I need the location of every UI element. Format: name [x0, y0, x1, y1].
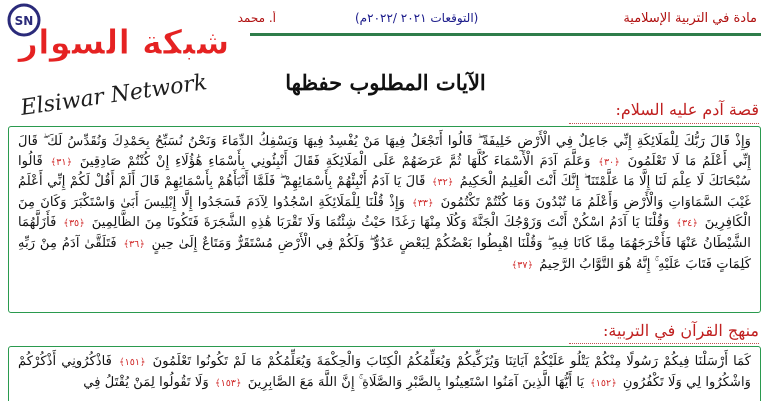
header-teacher: أ. محمد: [237, 11, 276, 25]
section-underline-quran-method: [569, 343, 759, 345]
verse-number: ﴿١٥٢﴾: [590, 377, 617, 389]
verse-text: قَالُوا سُبْحَانَكَ لَا عِلْمَ لَنَا إِلَّا مَا عَلَّمْتَنَا ۖ إِنَّكَ أَنْتَ الْعَلِيمُ الْحَكِيمُ: [18, 153, 751, 190]
verse-number: ﴿٣٥﴾: [63, 218, 85, 230]
verse-text: كَمَا أَرْسَلْنَا فِيكُمْ رَسُولًا مِنْكُمْ يَتْلُو عَلَيْكُمْ آيَاتِنَا وَيُزَكِّيكُمْ وَيُعَلِّمُكُمُ الْكِتَابَ وَالْحِكْمَةَ وَيُعَلِّمُكُمْ مَا لَمْ تَكُونُوا تَعْلَمُونَ: [152, 354, 751, 369]
verse-text: فَأَزَلَّهُمَا الشَّيْطَانُ عَنْهَا فَأَخْرَجَهُمَا مِمَّا كَانَا فِيهِ ۖ وَقُلْنَا اهْبِطُوا بَعْضُكُمْ لِبَعْضٍ عَدُوٌّ ۖ وَلَكُمْ فِي الْأَرْضِ مُسْتَقَرٌّ وَمَتَاعٌ إِلَىٰ حِينٍ: [18, 215, 751, 251]
logo-latin: Elsiwar Network: [19, 70, 209, 121]
verse-number: ﴿٣٣﴾: [412, 197, 434, 209]
verse-text: يَا أَيُّهَا الَّذِينَ آمَنُوا اسْتَعِينُوا بِالصَّبْرِ وَالصَّلَاةِ ۚ إِنَّ اللَّهَ مَعَ الصَّابِرِينَ: [247, 374, 585, 390]
verse-text: قَالَ يَا آدَمُ أَنْبِئْهُمْ بِأَسْمَائِهِمْ ۖ فَلَمَّا أَنْبَأَهُمْ بِأَسْمَائِهِمْ قَالَ أَلَمْ أَقُلْ لَكُمْ إِنِّي أَعْلَمُ غَيْبَ السَّمَاوَاتِ وَالْأَرْضِ وَأَعْلَمُ مَا تُبْدُونَ وَمَا كُنْتُمْ تَكْتُمُونَ: [18, 174, 751, 210]
verses-text-adam: [18, 132, 751, 275]
logo-badge-text: SN: [14, 14, 34, 28]
page-title: الآيات المطلوب حفظها: [285, 70, 486, 95]
verse-number: ﴿٣٧﴾: [511, 259, 534, 271]
verse-number: ﴿١٥٣﴾: [215, 377, 242, 389]
verse-text: وَإِذْ قَالَ رَبُّكَ لِلْمَلَائِكَةِ إِنِّي جَاعِلٌ فِي الْأَرْضِ خَلِيفَةً ۖ قَالُوا أَتَجْعَلُ فِيهَا مَنْ يُفْسِدُ فِيهَا وَيَسْفِكُ الدِّمَاءَ وَنَحْنُ نُسَبِّحُ بِحَمْدِكَ وَنُقَدِّسُ لَكَ ۖ قَالَ إِنِّي أَعْلَمُ مَا لَا تَعْلَمُونَ: [18, 134, 751, 169]
header-divider: [250, 33, 761, 36]
verse-text: وَإِذْ قُلْنَا لِلْمَلَائِكَةِ اسْجُدُوا لِآدَمَ فَسَجَدُوا إِلَّا إِبْلِيسَ أَبَىٰ وَاسْتَكْبَرَ وَكَانَ مِنَ الْكَافِرِينَ: [18, 194, 751, 231]
verses-box-quran-method: [8, 346, 761, 401]
verse-number: ﴿٣١﴾: [50, 156, 73, 168]
verse-number: ﴿١٥١﴾: [119, 357, 146, 368]
logo-arabic-top: شبكة السوار: [18, 23, 230, 63]
verse-number: ﴿٣٠﴾: [598, 156, 620, 168]
verse-number: ﴿٣٤﴾: [676, 218, 698, 230]
section-title-quran-method: منهج القرآن في التربية:: [602, 321, 759, 340]
verse-number: ﴿٣٦﴾: [123, 238, 145, 250]
section-title-adam: قصة آدم عليه السلام:: [615, 100, 759, 119]
verses-box-adam: [8, 126, 761, 313]
header-subject: مادة في التربية الإسلامية: [623, 11, 757, 26]
verse-number: ﴿٣٢﴾: [431, 177, 454, 189]
site-logo-watermark: [0, 0, 232, 128]
verse-text: فَاذْكُرُونِي أَذْكُرْكُمْ وَاشْكُرُوا لِي وَلَا تَكْفُرُونِ: [18, 354, 751, 390]
verse-text: وَعَلَّمَ آدَمَ الْأَسْمَاءَ كُلَّهَا ثُمَّ عَرَضَهُمْ عَلَى الْمَلَائِكَةِ فَقَالَ أَنْبِئُونِي بِأَسْمَاءِ هَٰؤُلَاءِ إِنْ كُنْتُمْ صَادِقِينَ: [79, 153, 591, 169]
verse-text: فَتَلَقَّىٰ آدَمُ مِنْ رَبِّهِ كَلِمَاتٍ فَتَابَ عَلَيْهِ ۚ إِنَّهُ هُوَ التَّوَّابُ الرَّحِيمُ: [18, 235, 751, 272]
section-underline-adam: [569, 123, 759, 125]
verses-text-quran-method: [18, 352, 751, 393]
verse-text: وَلَا تَقُولُوا لِمَنْ يُقْتَلُ فِي: [83, 374, 209, 390]
header-expectations: (التوقعات ٢٠٢١ /٢٠٢٢م): [355, 11, 479, 25]
verse-text: وَقُلْنَا يَا آدَمُ اسْكُنْ أَنْتَ وَزَوْجُكَ الْجَنَّةَ وَكُلَا مِنْهَا رَغَدًا حَيْثُ شِئْتُمَا وَلَا تَقْرَبَا هَٰذِهِ الشَّجَرَةَ فَتَكُونَا مِنَ الظَّالِمِينَ: [91, 215, 670, 231]
